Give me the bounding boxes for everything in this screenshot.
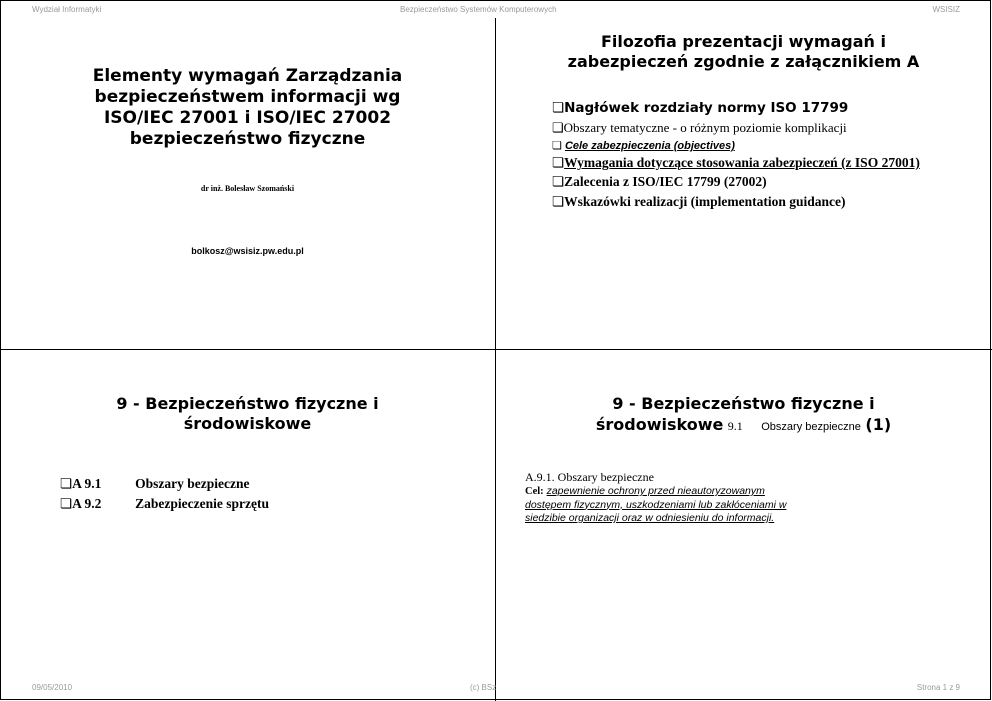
slide-4-title: 9 - Bezpieczeństwo fizyczne i środowiskowe 9.1 Obszary bezpieczne (1) xyxy=(595,394,892,434)
list-item: ❏ Obszary tematyczne - o różnym poziomie komplikacji xyxy=(552,118,972,137)
header-center: Bezpieczeństwo Systemów Komputerowych xyxy=(400,5,557,14)
checkbox-bullet-icon xyxy=(552,120,564,135)
objective-text: Cel: zapewnienie ochrony przed nieautoryzowanym dostępem fizycznym, uszkodzeniami lub zakłóceniami w siedzibie organizacji oraz w odniesieniu do informacji. xyxy=(525,485,787,524)
checkbox-bullet-icon xyxy=(552,140,562,152)
header-left: Wydział Informatyki xyxy=(32,5,102,14)
checkbox-bullet-icon xyxy=(552,100,564,116)
list-item: ❏ Zalecenia z ISO/IEC 17799 (27002) xyxy=(552,172,972,192)
slide-2-title: Filozofia prezentacji wymagań i zabezpieczeń zgodnie z załącznikiem A xyxy=(567,32,920,71)
list-item: ❏ A 9.2 Zabezpieczenie sprzętu xyxy=(60,494,269,514)
list-item: ❏ Nagłówek rozdziały normy ISO 17799 xyxy=(552,98,972,118)
slide-4-body xyxy=(525,469,795,526)
list-item: ❏ Cele zabezpieczenia (objectives) xyxy=(552,137,972,155)
slide-3-list xyxy=(60,474,269,514)
section-heading: A.9.1. Obszary bezpieczne xyxy=(525,470,654,484)
header-right: WSISIZ xyxy=(932,5,960,14)
slide-1-email: bolkosz@wsisiz.pw.edu.pl xyxy=(191,246,304,256)
footer-copyright: (c) BSz xyxy=(470,683,497,692)
list-item: ❏ Wymagania dotyczące stosowania zabezpieczeń (z ISO 27001) xyxy=(552,155,972,170)
checkbox-bullet-icon xyxy=(60,496,72,511)
slide-4 xyxy=(496,350,991,681)
slide-2-list xyxy=(552,98,972,212)
checkbox-bullet-icon xyxy=(552,155,564,170)
slide-3-title: 9 - Bezpieczeństwo fizyczne i środowiskowe xyxy=(116,394,379,433)
slide-1-title: Elementy wymagań Zarządzania bezpieczeństwem informacji wg ISO/IEC 27001 i ISO/IEC 27002 bezpieczeństwo fizyczne xyxy=(92,66,403,149)
list-item: ❏ Wskazówki realizacji (implementation guidance) xyxy=(552,192,972,212)
checkbox-bullet-icon xyxy=(552,194,564,209)
list-item: ❏ A 9.1 Obszary bezpieczne xyxy=(60,474,269,494)
slide-3 xyxy=(0,350,495,681)
checkbox-bullet-icon xyxy=(60,476,72,491)
slide-2 xyxy=(496,18,991,349)
checkbox-bullet-icon xyxy=(552,174,564,189)
slide-1 xyxy=(0,18,495,349)
slide-1-author: dr inż. Bolesław Szomański xyxy=(200,184,295,193)
footer-page: Strona 1 z 9 xyxy=(916,683,960,692)
footer-date: 09/05/2010 xyxy=(32,683,73,692)
